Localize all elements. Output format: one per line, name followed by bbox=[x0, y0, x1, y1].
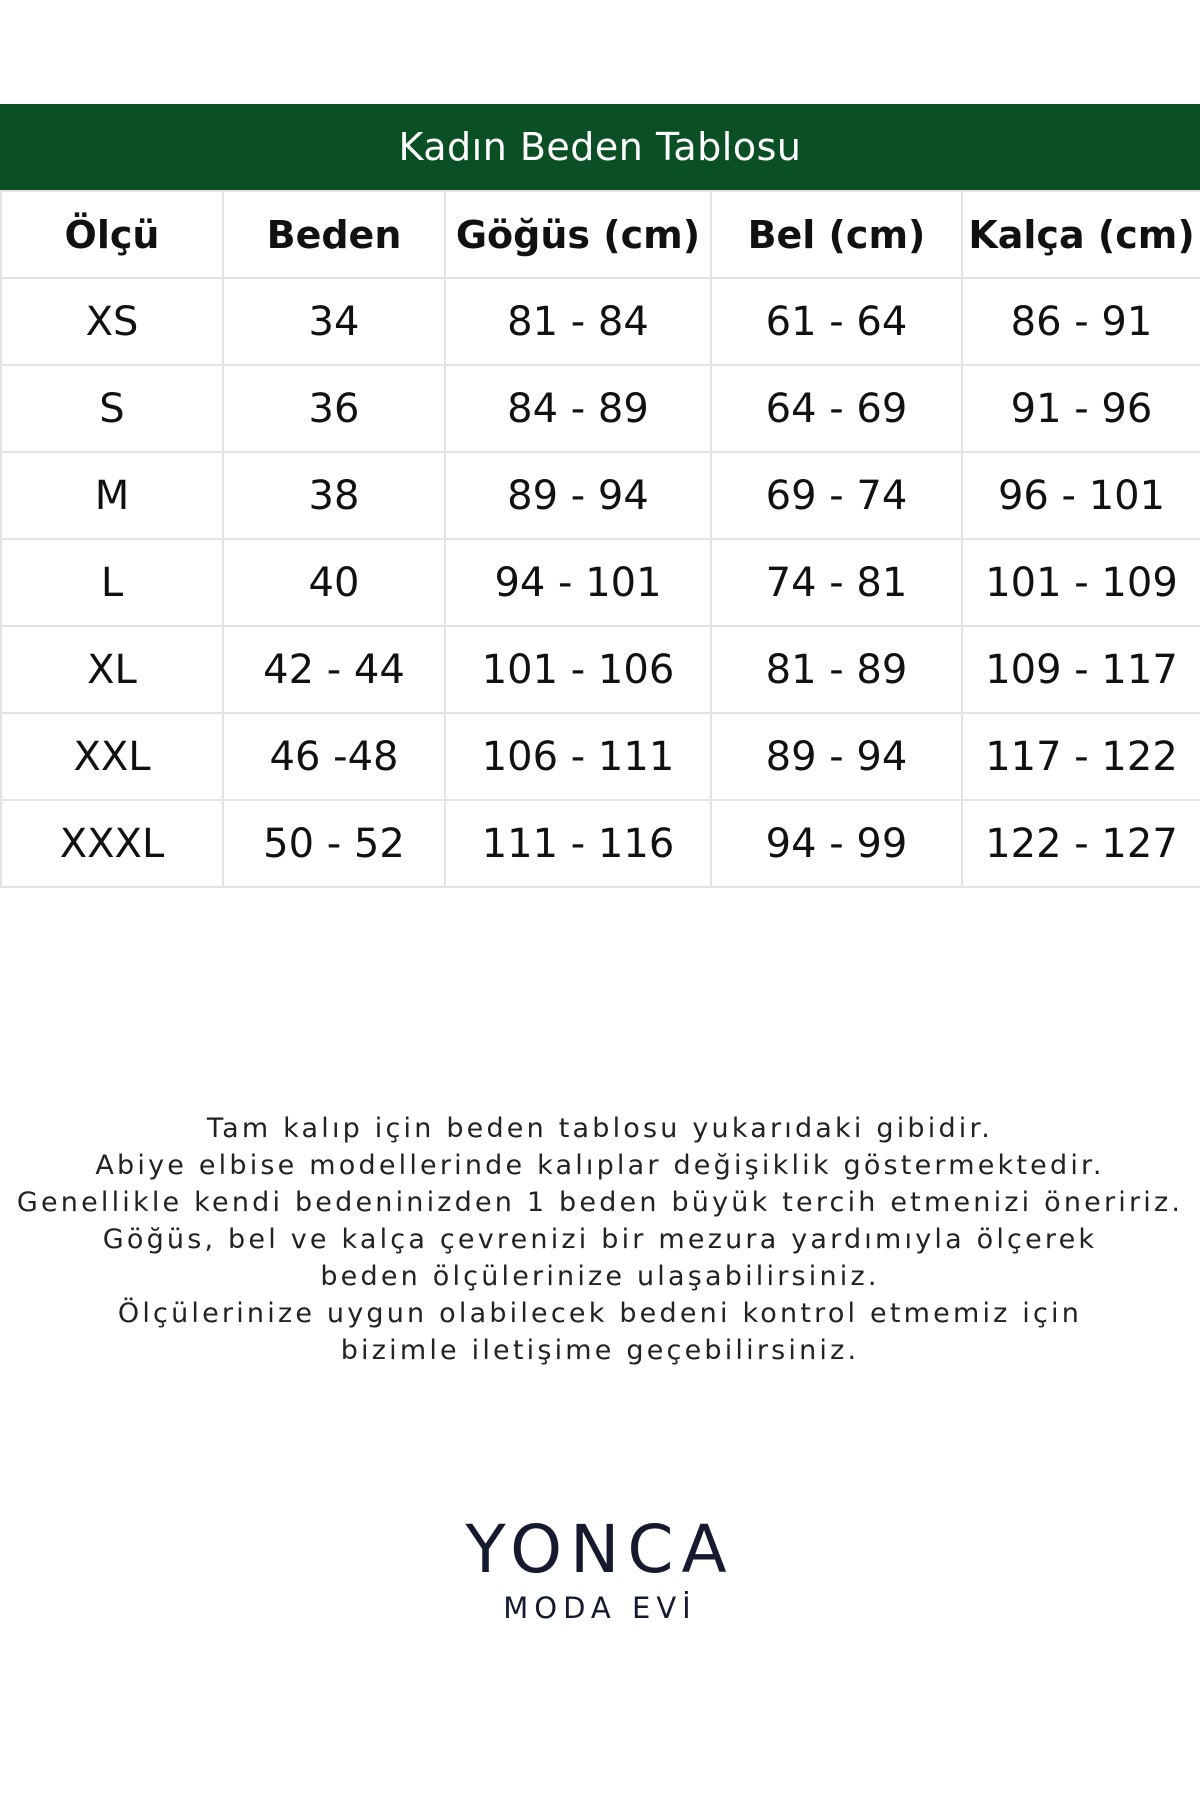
cell-gogus: 111 - 116 bbox=[445, 800, 711, 887]
brand-logo bbox=[0, 1510, 1200, 1628]
cell-bel: 64 - 69 bbox=[711, 365, 962, 452]
cell-olcu: XXXL bbox=[1, 800, 223, 887]
cell-beden: 40 bbox=[223, 539, 445, 626]
note-line: Ölçülerinize uygun olabilecek bedeni kontrol etmemiz için bbox=[117, 1298, 1083, 1329]
cell-beden: 42 - 44 bbox=[223, 626, 445, 713]
cell-bel: 74 - 81 bbox=[711, 539, 962, 626]
size-table bbox=[0, 190, 1200, 888]
cell-gogus: 101 - 106 bbox=[445, 626, 711, 713]
note-line: Genellikle kendi bedeninizden 1 beden büyük tercih etmenizi öneririz. bbox=[16, 1187, 1184, 1218]
cell-olcu: XS bbox=[1, 278, 223, 365]
size-notes bbox=[0, 1110, 1200, 1369]
table-header-row bbox=[1, 191, 1200, 278]
cell-olcu: M bbox=[1, 452, 223, 539]
brand-name: YONCA bbox=[465, 1511, 735, 1588]
header-kalca: Kalça (cm) bbox=[962, 191, 1200, 278]
cell-kalca: 86 - 91 bbox=[962, 278, 1200, 365]
note-line: Tam kalıp için beden tablosu yukarıdaki gibidir. bbox=[206, 1113, 994, 1144]
cell-kalca: 91 - 96 bbox=[962, 365, 1200, 452]
table-row bbox=[1, 539, 1200, 626]
note-line: Göğüs, bel ve kalça çevrenizi bir mezura yardımıyla ölçerek bbox=[102, 1224, 1098, 1255]
cell-beden: 36 bbox=[223, 365, 445, 452]
cell-olcu: L bbox=[1, 539, 223, 626]
cell-gogus: 106 - 111 bbox=[445, 713, 711, 800]
header-gogus: Göğüs (cm) bbox=[445, 191, 711, 278]
cell-kalca: 96 - 101 bbox=[962, 452, 1200, 539]
cell-bel: 69 - 74 bbox=[711, 452, 962, 539]
cell-olcu: XL bbox=[1, 626, 223, 713]
cell-beden: 50 - 52 bbox=[223, 800, 445, 887]
header-beden: Beden bbox=[223, 191, 445, 278]
table-row bbox=[1, 278, 1200, 365]
cell-olcu: S bbox=[1, 365, 223, 452]
table-row bbox=[1, 452, 1200, 539]
table-row bbox=[1, 800, 1200, 887]
cell-kalca: 101 - 109 bbox=[962, 539, 1200, 626]
brand-subtitle: MODA EVİ bbox=[503, 1591, 697, 1625]
cell-gogus: 84 - 89 bbox=[445, 365, 711, 452]
cell-gogus: 94 - 101 bbox=[445, 539, 711, 626]
cell-kalca: 109 - 117 bbox=[962, 626, 1200, 713]
cell-bel: 89 - 94 bbox=[711, 713, 962, 800]
cell-beden: 38 bbox=[223, 452, 445, 539]
table-row bbox=[1, 713, 1200, 800]
cell-bel: 81 - 89 bbox=[711, 626, 962, 713]
cell-beden: 34 bbox=[223, 278, 445, 365]
cell-olcu: XXL bbox=[1, 713, 223, 800]
cell-bel: 94 - 99 bbox=[711, 800, 962, 887]
cell-bel: 61 - 64 bbox=[711, 278, 962, 365]
header-olcu: Ölçü bbox=[1, 191, 223, 278]
cell-kalca: 117 - 122 bbox=[962, 713, 1200, 800]
size-chart bbox=[0, 104, 1200, 888]
cell-gogus: 89 - 94 bbox=[445, 452, 711, 539]
cell-beden: 46 -48 bbox=[223, 713, 445, 800]
cell-kalca: 122 - 127 bbox=[962, 800, 1200, 887]
table-row bbox=[1, 626, 1200, 713]
note-line: bizimle iletişime geçebilirsiniz. bbox=[340, 1335, 860, 1366]
table-row bbox=[1, 365, 1200, 452]
note-line: beden ölçülerinize ulaşabilirsiniz. bbox=[320, 1261, 880, 1292]
note-line: Abiye elbise modellerinde kalıplar değişiklik göstermektedir. bbox=[95, 1150, 1105, 1181]
header-bel: Bel (cm) bbox=[711, 191, 962, 278]
chart-title: Kadın Beden Tablosu bbox=[0, 104, 1200, 190]
cell-gogus: 81 - 84 bbox=[445, 278, 711, 365]
